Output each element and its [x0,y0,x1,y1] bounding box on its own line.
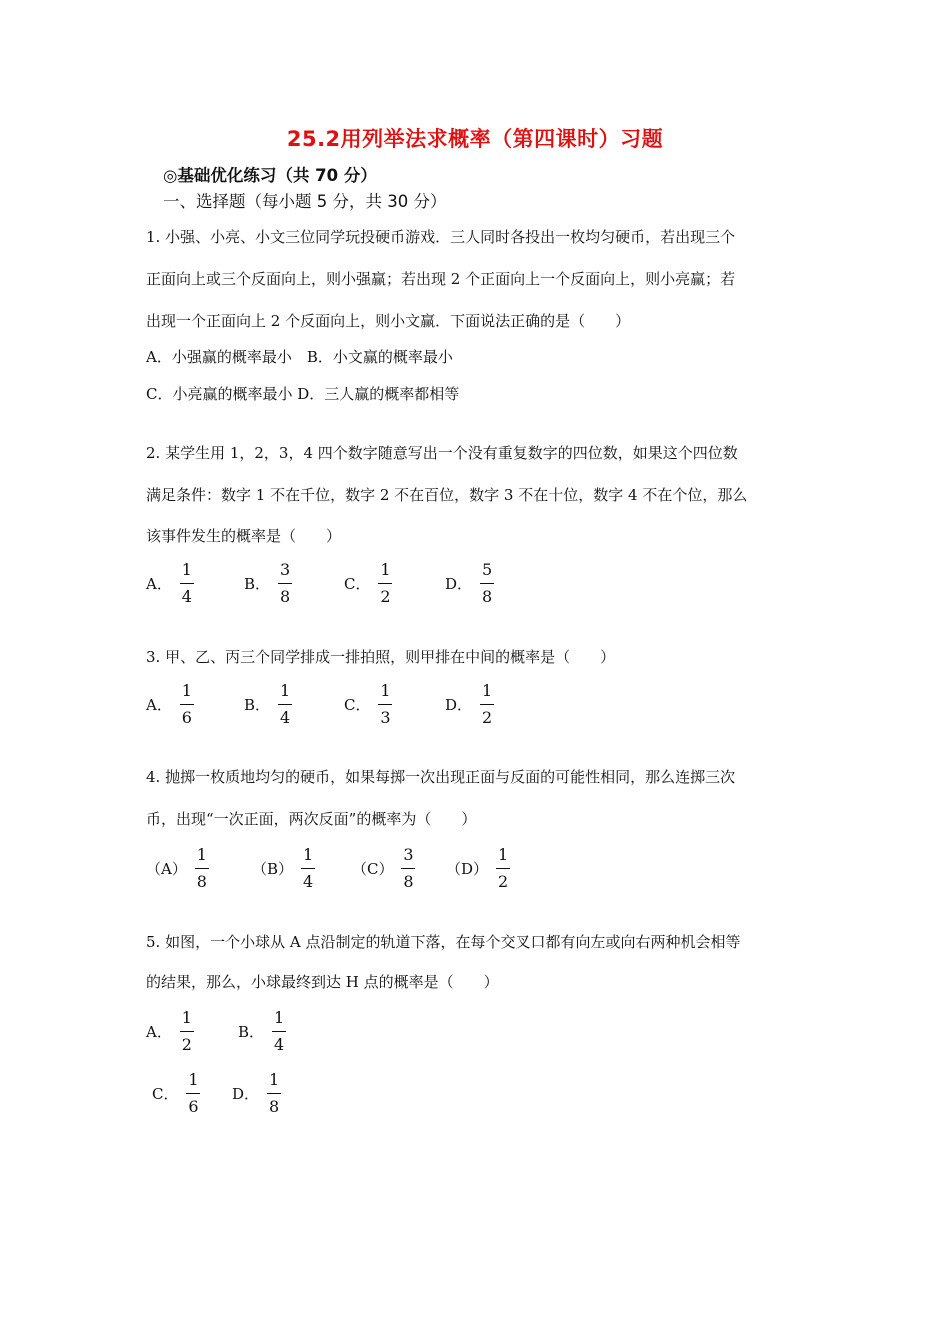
option-label: B． [244,696,271,714]
question-3-option-b [244,681,292,728]
question-5-option-c [152,1070,200,1117]
fraction: $\frac{1}{2}$ [497,845,509,891]
question-5-line-2: 的结果，那么，小球最终到达 H 点的概率是（ ） [146,973,499,991]
question-2-option-b [244,560,292,607]
option-label: A． [146,1023,172,1041]
question-1-line-1: 1. 小强、小亮、小文三位同学玩投硬币游戏．三人同时各投出一枚均匀硬币，若出现三个 [146,228,736,246]
question-1-options-row-1: A．小强赢的概率最小 B．小文赢的概率最小 [146,348,453,366]
option-label: （A） [146,860,187,878]
option-label: D． [232,1085,260,1103]
fraction: $\frac{1}{2}$ [481,681,493,727]
section-heading: ◎基础优化练习（共 70 分） [163,166,377,185]
question-2-line-2: 满足条件：数字 1 不在千位，数字 2 不在百位，数字 3 不在十位，数字 4 不在个位，那么 [146,486,748,504]
question-2-line-3: 该事件发生的概率是（ ） [146,527,342,545]
fraction: $\frac{1}{8}$ [196,845,207,891]
fraction: $\frac{1}{2}$ [380,560,391,606]
option-label: D． [445,696,473,714]
option-label: D． [445,575,473,593]
fraction: $\frac{1}{6}$ [188,1070,199,1116]
question-5-option-b [238,1008,286,1055]
option-label: C． [152,1085,179,1103]
section-subheading: 一、选择题（每小题 5 分，共 30 分） [163,192,447,211]
question-4-line-1: 4. 抛掷一枚质地均匀的硬币，如果每掷一次出现正面与反面的可能性相同，那么连掷三次 [146,768,736,786]
question-1-options-row-2: C．小亮赢的概率最小 D．三人赢的概率都相等 [146,385,460,403]
question-4-option-d [446,845,510,892]
question-5-option-a [146,1008,194,1055]
question-2-option-d [445,560,494,607]
option-label: C． [344,575,371,593]
option-label: （C） [352,860,394,878]
question-2-option-a [146,560,194,607]
question-4-option-c [352,845,415,892]
question-3-option-c [344,681,392,728]
question-5-line-1: 5. 如图，一个小球从 A 点沿制定的轨道下落，在每个交叉口都有向左或向右两种机会相等 [146,933,741,951]
option-label: B． [238,1023,265,1041]
fraction: $\frac{3}{8}$ [403,845,414,891]
fraction: $\frac{1}{6}$ [181,681,192,727]
question-1-line-2: 正面向上或三个反面向上，则小强赢；若出现 2 个正面向上一个反面向上，则小亮赢；若 [146,270,736,288]
question-5-option-d [232,1070,281,1117]
option-label: B． [244,575,271,593]
question-1-line-3: 出现一个正面向上 2 个反面向上，则小文赢．下面说法正确的是（ ） [146,312,631,330]
question-4-option-b [252,845,315,892]
fraction: $\frac{1}{2}$ [181,1008,192,1054]
option-label: A． [146,696,172,714]
fraction: $\frac{1}{8}$ [268,1070,280,1116]
fraction: $\frac{1}{4}$ [279,681,291,727]
option-label: （D） [446,860,489,878]
fraction: $\frac{1}{4}$ [302,845,314,891]
question-2-option-c [344,560,392,607]
page-title: 25.2用列举法求概率（第四课时）习题 [286,127,664,151]
fraction: $\frac{3}{8}$ [279,560,291,606]
question-3-line-1: 3. 甲、乙、丙三个同学排成一排拍照，则甲排在中间的概率是（ ） [146,648,616,666]
question-4-line-2: 币，出现“一次正面，两次反面”的概率为（ ） [146,810,477,828]
fraction: $\frac{1}{3}$ [380,681,391,727]
fraction: $\frac{1}{4}$ [273,1008,285,1054]
fraction: $\frac{5}{8}$ [481,560,493,606]
fraction: $\frac{1}{4}$ [181,560,192,606]
question-3-option-d [445,681,494,728]
option-label: （B） [252,860,294,878]
question-2-line-1: 2. 某学生用 1，2，3，4 四个数字随意写出一个没有重复数字的四位数，如果这个四位数 [146,444,738,462]
option-label: A． [146,575,172,593]
option-label: C． [344,696,371,714]
question-3-option-a [146,681,194,728]
question-4-option-a [146,845,209,892]
